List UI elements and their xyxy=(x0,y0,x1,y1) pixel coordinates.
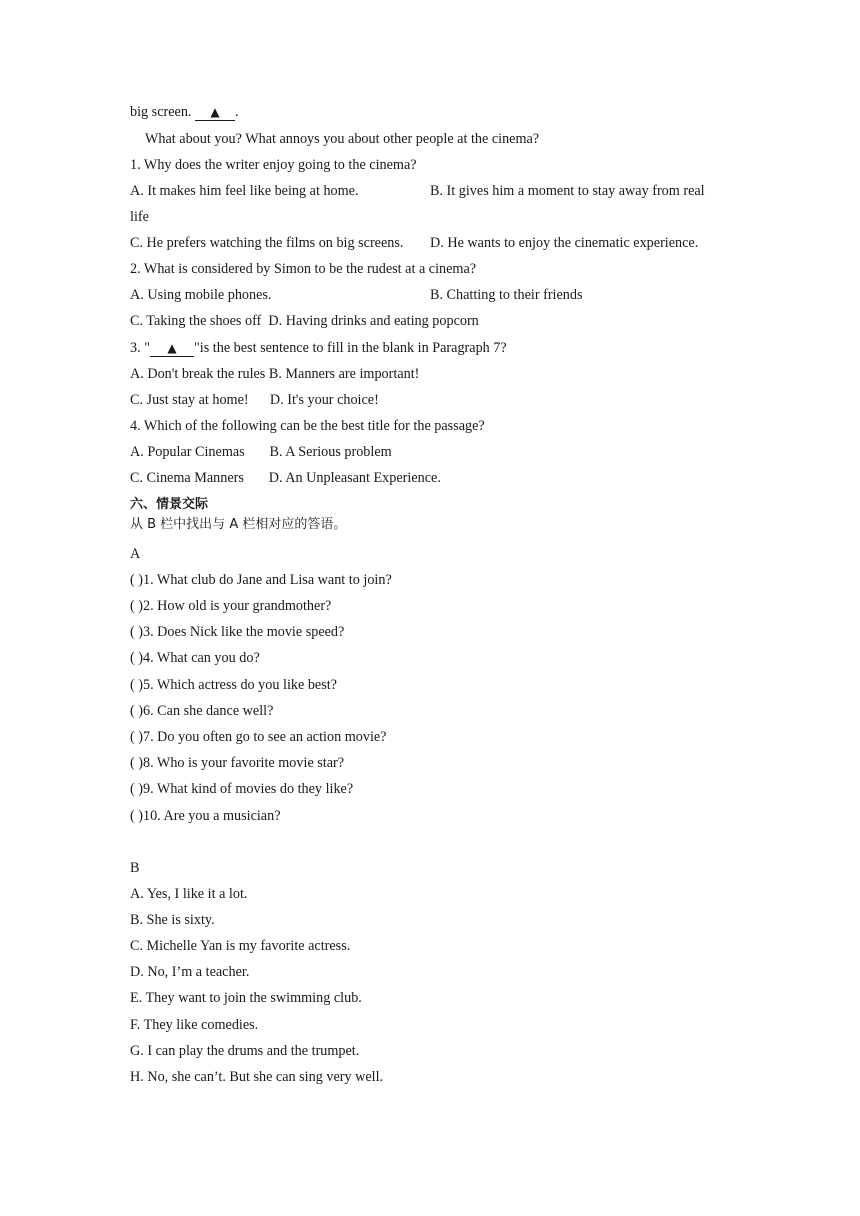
blank-triangle-icon: ▲ xyxy=(167,341,177,355)
question-3-suffix: "is the best sentence to fill in the blank in Paragraph 7? xyxy=(193,340,507,356)
col-a-item: ( )1. What club do Jane and Lisa want to join? xyxy=(130,572,392,588)
question-4-option-cd: C. Cinema Manners D. An Unpleasant Experience. xyxy=(130,470,441,486)
col-b-item: D. No, I’m a teacher. xyxy=(130,964,250,980)
question-2-option-b: B. Chatting to their friends xyxy=(430,287,583,303)
col-a-item: ( )8. Who is your favorite movie star? xyxy=(130,755,345,771)
question-1-option-c: C. He prefers watching the films on big screens. xyxy=(130,235,404,251)
question-3-option-ab: A. Don't break the rules B. Manners are important! xyxy=(130,366,420,382)
blank-triangle-icon: ▲ xyxy=(210,105,220,119)
column-b-label: B xyxy=(130,860,140,876)
col-b-item: E. They want to join the swimming club. xyxy=(130,990,362,1006)
col-a-item: ( )2. How old is your grandmother? xyxy=(130,598,332,614)
col-a-item: ( )9. What kind of movies do they like? xyxy=(130,781,354,797)
col-a-item: ( )10. Are you a musician? xyxy=(130,808,281,824)
col-b-item: G. I can play the drums and the trumpet. xyxy=(130,1043,360,1059)
section-6-heading: 六、情景交际 xyxy=(130,497,209,512)
passage-question-line: What about you? What annoys you about other people at the cinema? xyxy=(145,131,540,147)
question-2-option-cd: C. Taking the shoes off D. Having drinks and eating popcorn xyxy=(130,313,479,329)
question-3-option-cd: C. Just stay at home! D. It's your choice! xyxy=(130,392,379,408)
col-a-item: ( )4. What can you do? xyxy=(130,650,260,666)
answer-blank[interactable] xyxy=(195,104,235,121)
col-b-item: H. No, she can’t. But she can sing very well. xyxy=(130,1069,384,1085)
col-b-item: C. Michelle Yan is my favorite actress. xyxy=(130,938,351,954)
column-a-label: A xyxy=(130,546,141,562)
col-b-item: A. Yes, I like it a lot. xyxy=(130,886,248,902)
col-b-item: B. She is sixty. xyxy=(130,912,215,928)
col-b-item: F. They like comedies. xyxy=(130,1017,259,1033)
question-3-prefix: 3. " xyxy=(130,340,150,356)
section-6-instruction: 从 B 栏中找出与 A 栏相对应的答语。 xyxy=(130,517,347,532)
passage-text-tail: . xyxy=(235,104,239,120)
col-a-item: ( )5. Which actress do you like best? xyxy=(130,677,337,693)
question-4-stem: 4. Which of the following can be the best title for the passage? xyxy=(130,418,485,434)
question-3-stem xyxy=(130,338,507,358)
question-2-stem: 2. What is considered by Simon to be the rudest at a cinema? xyxy=(130,261,477,277)
col-a-item: ( )3. Does Nick like the movie speed? xyxy=(130,624,345,640)
passage-line-big-screen xyxy=(130,102,239,122)
question-1-option-b: B. It gives him a moment to stay away from real xyxy=(430,183,705,199)
question-1-option-b-wrap: life xyxy=(130,209,149,225)
col-a-item: ( )7. Do you often go to see an action movie? xyxy=(130,729,387,745)
col-a-item: ( )6. Can she dance well? xyxy=(130,703,274,719)
passage-text: big screen. xyxy=(130,104,196,120)
question-1-option-d: D. He wants to enjoy the cinematic experience. xyxy=(430,235,699,251)
question-1-stem: 1. Why does the writer enjoy going to the cinema? xyxy=(130,157,417,173)
question-4-option-ab: A. Popular Cinemas B. A Serious problem xyxy=(130,444,392,460)
question-1-option-a: A. It makes him feel like being at home. xyxy=(130,183,359,199)
answer-blank[interactable] xyxy=(150,340,194,357)
question-2-option-a: A. Using mobile phones. xyxy=(130,287,272,303)
